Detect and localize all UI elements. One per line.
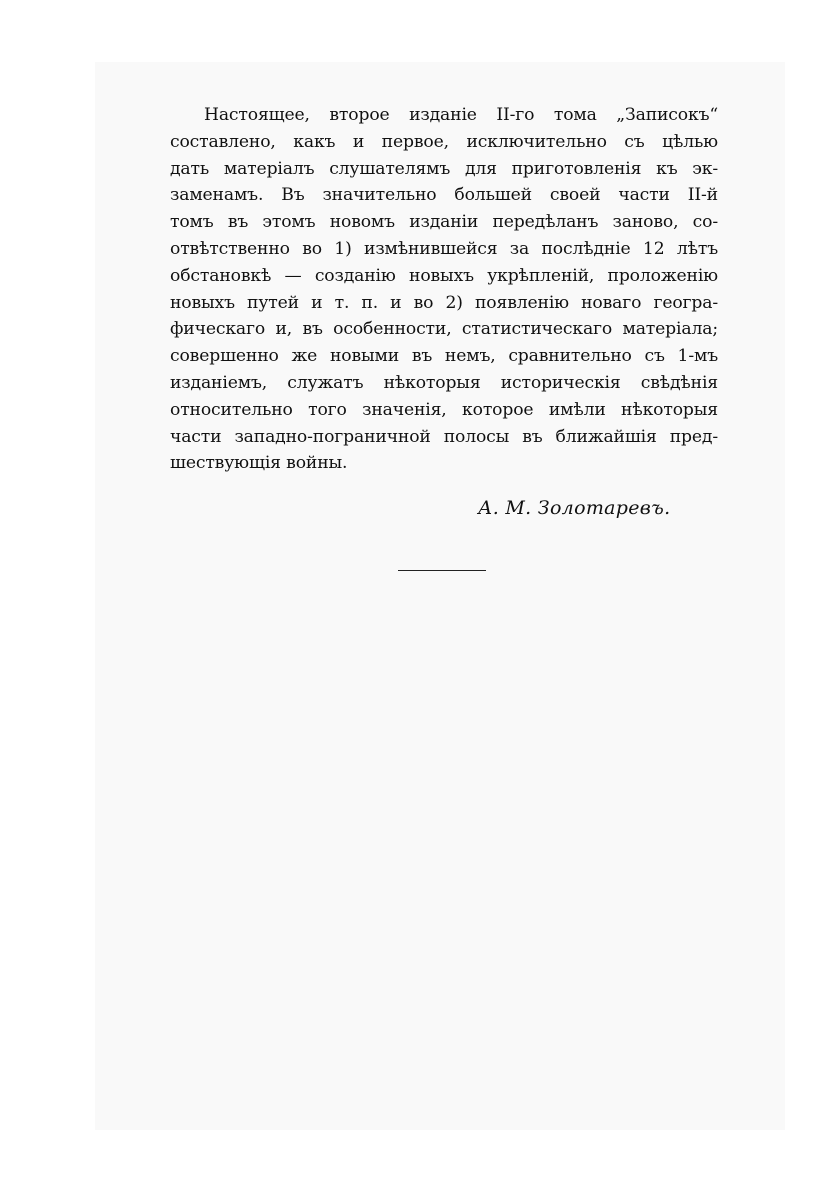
preface-line: совершенно же новыми въ немъ, сравнительно съ 1-мъ bbox=[170, 346, 718, 367]
preface-line: обстановкѣ — созданію новыхъ укрѣпленій, проложенію bbox=[170, 265, 718, 286]
preface-line: изданіемъ, служатъ нѣкоторыя историческія свѣдѣнія bbox=[170, 372, 718, 393]
preface-line: относительно того значенія, которое имѣли нѣкоторыя bbox=[170, 399, 718, 420]
preface-line: отвѣтственно во 1) измѣнившейся за послѣдніе 12 лѣтъ bbox=[170, 238, 718, 259]
author-signature: А. М. Золотаревъ. bbox=[478, 497, 671, 519]
preface-line: дать матеріалъ слушателямъ для приготовленія къ эк- bbox=[170, 158, 718, 179]
preface-paragraph bbox=[170, 102, 718, 477]
preface-line: части западно-пограничной полосы въ ближайшія пред- bbox=[170, 426, 718, 447]
preface-line: Настоящее, второе изданіе II-го тома „Записокъ“ bbox=[204, 105, 718, 125]
preface-line: заменамъ. Въ значительно большей своей части II-й bbox=[170, 185, 718, 206]
preface-line: шествующія войны. bbox=[170, 453, 348, 474]
preface-line: составлено, какъ и первое, исключительно съ цѣлью bbox=[170, 131, 718, 152]
preface-line: томъ въ этомъ новомъ изданіи передѣланъ заново, со- bbox=[170, 212, 718, 233]
section-divider-rule bbox=[398, 570, 486, 571]
preface-line: новыхъ путей и т. п. и во 2) появленію новаго геогра- bbox=[170, 292, 718, 313]
preface-line: фическаго и, въ особенности, статистическаго матеріала; bbox=[170, 319, 718, 340]
